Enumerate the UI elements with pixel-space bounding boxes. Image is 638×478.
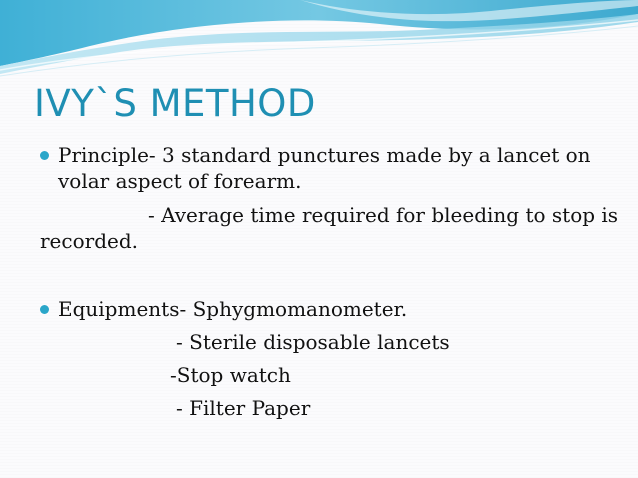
equipments-bullet [40,305,49,314]
principle-line-4: recorded. [40,229,138,253]
equipment-item-filter-paper: - Filter Paper [176,396,311,420]
equipment-item-lancets: - Sterile disposable lancets [176,330,450,354]
header-wave-decoration [0,0,638,80]
slide-title: IVY`S METHOD [34,82,316,125]
principle-bullet [40,151,49,160]
principle-line-1: Principle- 3 standard punctures made by a lancet on [58,143,591,167]
equipment-item-stopwatch: -Stop watch [170,363,291,387]
equipments-line-1: Equipments- Sphygmomanometer. [58,297,408,321]
principle-line-2: volar aspect of forearm. [58,169,302,193]
principle-line-3: - Average time required for bleeding to stop is [148,203,619,227]
